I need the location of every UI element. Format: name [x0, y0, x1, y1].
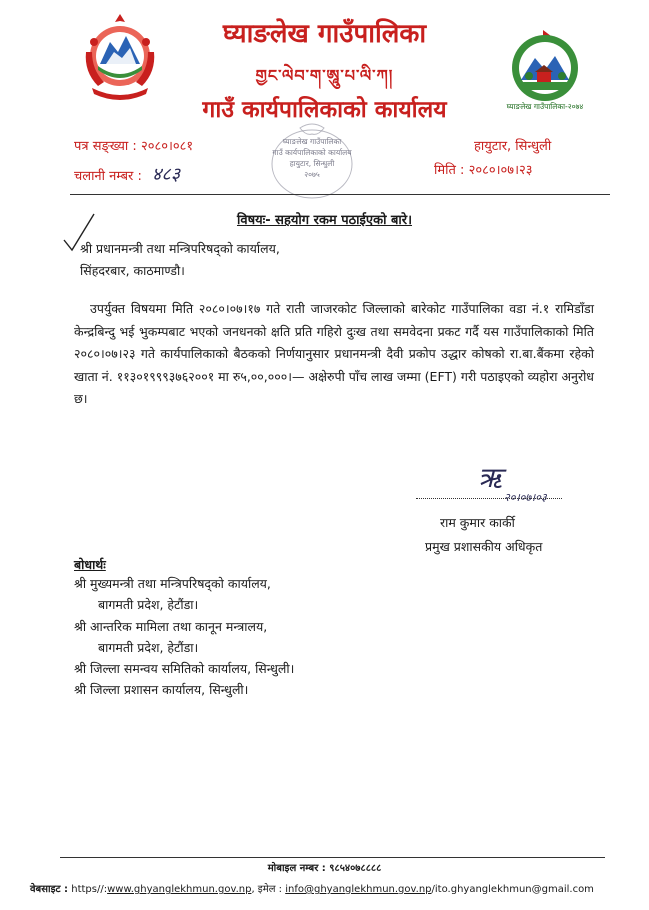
footer-divider: [60, 857, 605, 858]
footer-website-prefix: https//:: [71, 884, 108, 895]
office-title: गाउँ कार्यपालिकाको कार्यालय: [202, 96, 447, 123]
footer-website-label: वेबसाइट :: [30, 884, 69, 895]
place: हायुटार, सिन्धुली: [474, 139, 552, 154]
cc-item: श्री जिल्ला प्रशासन कार्यालय, सिन्धुली।: [74, 682, 249, 697]
footer-email-label: , इमेल :: [251, 884, 283, 895]
header-divider: [70, 194, 610, 195]
dispatch-number-label: चलानी नम्बर :: [74, 169, 142, 184]
signature-line: [416, 498, 562, 499]
dispatch-number-value: ४८३: [151, 164, 181, 185]
signature-date: २०।०७।०३: [504, 491, 547, 504]
signature-scribble: ऋ: [478, 461, 502, 494]
cc-item: श्री आन्तरिक मामिला तथा कानून मन्त्रालय,: [74, 619, 268, 634]
stamp-line-3: हायुटार, सिन्धुली: [289, 159, 335, 168]
cc-item: बागमती प्रदेश, हेटौंडा।: [98, 640, 199, 655]
letter-date-label: मिति :: [434, 163, 465, 178]
letter-date: [434, 160, 533, 178]
stamp-line-4: २०७५: [304, 170, 320, 179]
stamp-line-2: गाउँ कार्यपालिकाको कार्यालय: [272, 148, 352, 157]
municipality-title-tibetan: གྱང་ལེབ་ག་ཨཱུ་པ་ལི་ཀ།: [255, 66, 394, 85]
body-paragraph: उपर्युक्त विषयमा मिति २०८०।०७।१७ गते राती जाजरकोट जिल्लाको बारेकोट गाउँपालिका वडा नं.१ रामिडाँडा केन्द्रबिन्दु भई भुकम्पबाट भएको जनधनको क्षति प्रति गहिरो दुःख तथा समवेदना प्रकट गर्दै यस गाउँपालिकाको मिति २०८०।०७।२३ गते कार्यपालिकाको बैठकको निर्णयानुसार प्रधानमन्त्री दैवी प्रकोप उद्धार कोषको रा.बा.बैंकमा रहेको खाता नं. ११३०१९९९३७६२००१ मा रु५,००,०००।— अक्षेरुपी पाँच लाख जम्मा (EFT) गरी पठाइएको व्यहोरा अनुरोध छ।: [74, 301, 594, 406]
footer-website-link[interactable]: www.ghyanglekhmun.gov.np: [107, 884, 252, 895]
recipient-line-2: सिंहदरबार, काठमाण्डौ।: [80, 263, 185, 278]
signatory-title: प्रमुख प्रशासकीय अधिकृत: [425, 539, 543, 554]
cc-item: श्री मुख्यमन्त्री तथा मन्त्रिपरिषद्को कार्यालय,: [74, 576, 271, 591]
stamp-line-1: घ्याङलेख गाउँपालिका: [282, 137, 342, 146]
municipality-title: घ्याङलेख गाउँपालिका: [222, 19, 427, 49]
cc-item: बागमती प्रदेश, हेटौंडा।: [98, 597, 199, 612]
cc-item: श्री जिल्ला समन्वय समितिको कार्यालय, सिन्धुली।: [74, 661, 295, 676]
logo-caption: घ्याङलेख गाउँपालिका-२०७४: [506, 102, 584, 111]
letter-number-label: पत्र सङ्ख्या :: [74, 139, 137, 154]
cc-heading: बोधार्थः: [74, 557, 106, 572]
footer-email-link[interactable]: info@ghyanglekhmun.gov.np: [285, 884, 432, 895]
subject-text: विषयः- सहयोग रकम पठाईएको बारे।: [236, 213, 413, 228]
signatory-name: राम कुमार कार्की: [440, 515, 515, 530]
office-stamp: [252, 122, 372, 202]
dispatch-number: [74, 162, 180, 186]
letter-date-value: २०८०।०७।२३: [468, 163, 533, 178]
letter-number: [74, 136, 193, 154]
recipient-line-1: श्री प्रधानमन्त्री तथा मन्त्रिपरिषद्को कार्यालय,: [80, 241, 280, 256]
footer-email-secondary[interactable]: /ito.ghyanglekhmun@gmail.com: [431, 884, 594, 895]
footer-mobile: मोबाइल नम्बर : ९८५४०७८८८८: [267, 863, 382, 874]
footer-contact: [30, 881, 594, 895]
letter-number-value: २०८०।०८१: [140, 139, 194, 154]
